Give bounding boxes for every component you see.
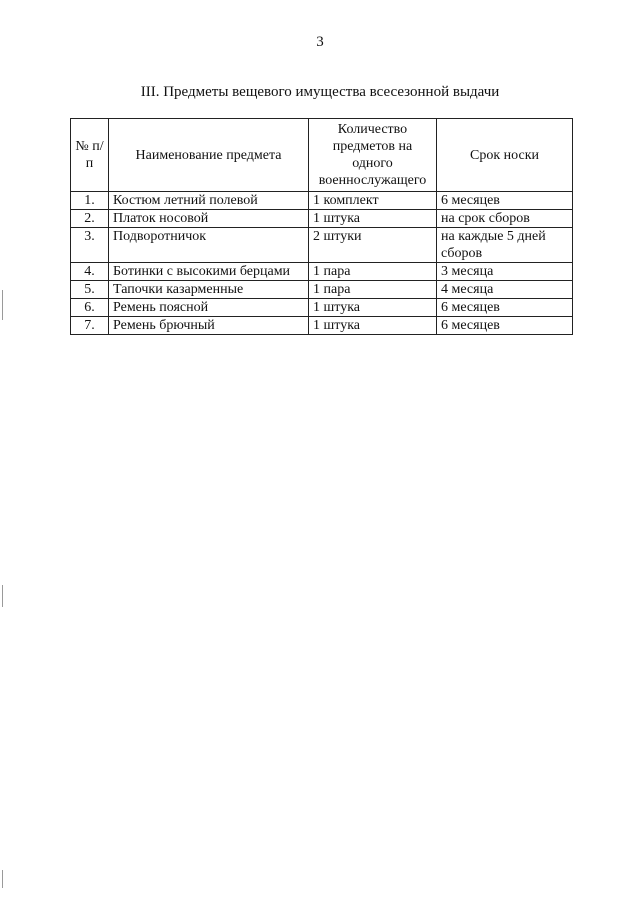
row-num: 6. [71, 299, 109, 317]
row-term: на каждые 5 дней сборов [437, 228, 573, 263]
row-qty: 1 комплект [309, 192, 437, 210]
table-row [71, 192, 573, 210]
scan-edge-mark [2, 870, 3, 888]
row-num: 5. [71, 281, 109, 299]
table-row [71, 299, 573, 317]
row-name: Костюм летний полевой [109, 192, 309, 210]
row-num: 4. [71, 263, 109, 281]
row-num: 2. [71, 210, 109, 228]
row-term: на срок сборов [437, 210, 573, 228]
row-name: Подворотничок [109, 228, 309, 263]
header-qty: Количество предметов на одного военнослужащего [309, 119, 437, 192]
row-name: Ботинки с высокими берцами [109, 263, 309, 281]
table-row [71, 281, 573, 299]
header-term: Срок носки [437, 119, 573, 192]
row-term: 6 месяцев [437, 192, 573, 210]
items-table [70, 118, 573, 335]
row-qty: 1 штука [309, 317, 437, 335]
header-name: Наименование предмета [109, 119, 309, 192]
row-term: 6 месяцев [437, 317, 573, 335]
row-num: 1. [71, 192, 109, 210]
table-row [71, 228, 573, 263]
scan-edge-mark [2, 585, 3, 607]
row-qty: 1 штука [309, 210, 437, 228]
table-row [71, 317, 573, 335]
row-qty: 2 штуки [309, 228, 437, 263]
header-num: № п/п [71, 119, 109, 192]
table-body [71, 192, 573, 335]
row-name: Ремень брючный [109, 317, 309, 335]
row-name: Тапочки казарменные [109, 281, 309, 299]
row-term: 3 месяца [437, 263, 573, 281]
table-header [71, 119, 573, 192]
header-row [71, 119, 573, 192]
row-qty: 1 пара [309, 263, 437, 281]
page-number: 3 [316, 34, 324, 50]
table-row [71, 263, 573, 281]
section-title: III. Предметы вещевого имущества всесезонной выдачи [140, 84, 500, 100]
row-name: Ремень поясной [109, 299, 309, 317]
row-qty: 1 штука [309, 299, 437, 317]
scan-edge-mark [2, 290, 3, 320]
row-qty: 1 пара [309, 281, 437, 299]
table-row [71, 210, 573, 228]
row-num: 7. [71, 317, 109, 335]
row-num: 3. [71, 228, 109, 263]
row-term: 4 месяца [437, 281, 573, 299]
row-term: 6 месяцев [437, 299, 573, 317]
row-name: Платок носовой [109, 210, 309, 228]
